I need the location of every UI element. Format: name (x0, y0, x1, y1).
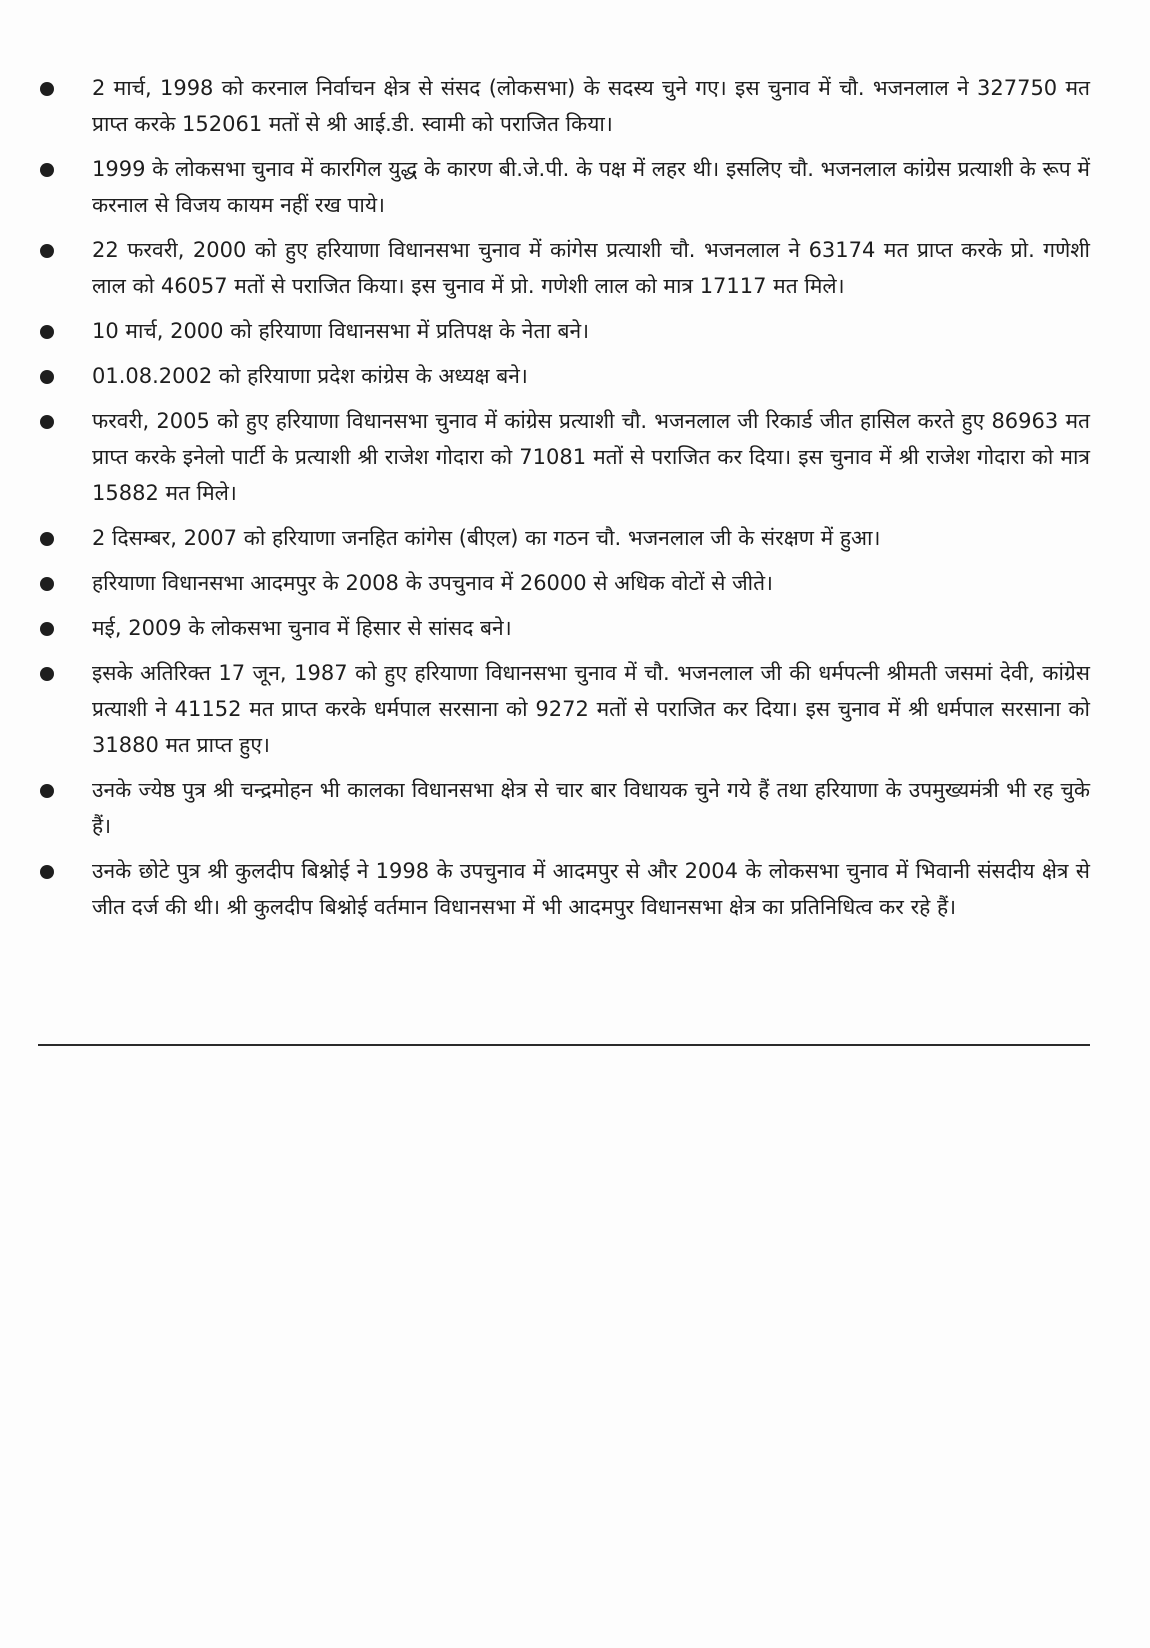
bullet-icon (40, 622, 54, 636)
bullet-icon (40, 163, 54, 177)
list-item (36, 403, 1090, 511)
list-item (36, 151, 1090, 223)
bullet-icon (40, 370, 54, 384)
list-item-text: 01.08.2002 को हरियाणा प्रदेश कांग्रेस के अध्यक्ष बने। (92, 364, 528, 388)
list-item (36, 655, 1090, 763)
list-item-text: 10 मार्च, 2000 को हरियाणा विधानसभा में प्रतिपक्ष के नेता बने। (92, 319, 590, 343)
list-item (36, 853, 1090, 925)
list-item-text: 2 मार्च, 1998 को करनाल निर्वाचन क्षेत्र से संसद (लोकसभा) के सदस्य चुने गए। इस चुनाव में चौ. भजनलाल ने 327750 मत प्राप्त करके 152061 मतों से श्री आई.डी. स्वामी को पराजित किया। (92, 76, 1090, 136)
list-item (36, 772, 1090, 844)
list-item (36, 610, 1090, 646)
bullet-icon (40, 784, 54, 798)
bullet-icon (40, 577, 54, 591)
bullet-icon (40, 82, 54, 96)
list-item-text: 2 दिसम्बर, 2007 को हरियाणा जनहित कांगेस (बीएल) का गठन चौ. भजनलाल जी के संरक्षण में हुआ। (92, 526, 881, 550)
list-item (36, 520, 1090, 556)
list-item (36, 313, 1090, 349)
bullet-icon (40, 415, 54, 429)
list-item (36, 565, 1090, 601)
bullet-icon (40, 532, 54, 546)
list-item-text: फरवरी, 2005 को हुए हरियाणा विधानसभा चुनाव में कांग्रेस प्रत्याशी चौ. भजनलाल जी रिकार्ड जीत हासिल करते हुए 86963 मत प्राप्त करके इनेलो पार्टी के प्रत्याशी श्री राजेश गोदारा को 71081 मतों से पराजित कर दिया। इस चुनाव में श्री राजेश गोदारा को मात्र 15882 मत मिले। (92, 409, 1090, 505)
list-item-text: 1999 के लोकसभा चुनाव में कारगिल युद्ध के कारण बी.जे.पी. के पक्ष में लहर थी। इसलिए चौ. भजनलाल कांग्रेस प्रत्याशी के रूप में करनाल से विजय कायम नहीं रख पाये। (92, 157, 1090, 217)
list-item-text: मई, 2009 के लोकसभा चुनाव में हिसार से सांसद बने। (92, 616, 512, 640)
list-item-text: हरियाणा विधानसभा आदमपुर के 2008 के उपचुनाव में 26000 से अधिक वोटों से जीते। (92, 571, 774, 595)
list-item-text: उनके छोटे पुत्र श्री कुलदीप बिश्नोई ने 1998 के उपचुनाव में आदमपुर से और 2004 के लोकसभा चुनाव में भिवानी संसदीय क्षेत्र से जीत दर्ज की थी। श्री कुलदीप बिश्नोई वर्तमान विधानसभा में भी आदमपुर विधानसभा क्षेत्र का प्रतिनिधित्व कर रहे हैं। (92, 859, 1090, 919)
list-item (36, 232, 1090, 304)
list-item-text: इसके अतिरिक्त 17 जून, 1987 को हुए हरियाणा विधानसभा चुनाव में चौ. भजनलाल जी की धर्मपत्नी श्रीमती जसमां देवी, कांग्रेस प्रत्याशी ने 41152 मत प्राप्त करके धर्मपाल सरसाना को 9272 मतों से पराजित कर दिया। इस चुनाव में श्री धर्मपाल सरसाना को 31880 मत प्राप्त हुए। (92, 661, 1090, 757)
bullet-icon (40, 325, 54, 339)
list-item (36, 70, 1090, 142)
list-item (36, 358, 1090, 394)
bullet-icon (40, 865, 54, 879)
bullet-icon (40, 244, 54, 258)
bullet-list (36, 70, 1090, 934)
list-item-text: 22 फरवरी, 2000 को हुए हरियाणा विधानसभा चुनाव में कांगेस प्रत्याशी चौ. भजनलाल ने 63174 मत प्राप्त करके प्रो. गणेशी लाल को 46057 मतों से पराजित किया। इस चुनाव में प्रो. गणेशी लाल को मात्र 17117 मत मिले। (92, 238, 1090, 298)
list-item-text: उनके ज्येष्ठ पुत्र श्री चन्द्रमोहन भी कालका विधानसभा क्षेत्र से चार बार विधायक चुने गये हैं तथा हरियाणा के उपमुख्यमंत्री भी रह चुके हैं। (92, 778, 1090, 838)
section-divider (38, 1044, 1090, 1046)
bullet-icon (40, 667, 54, 681)
